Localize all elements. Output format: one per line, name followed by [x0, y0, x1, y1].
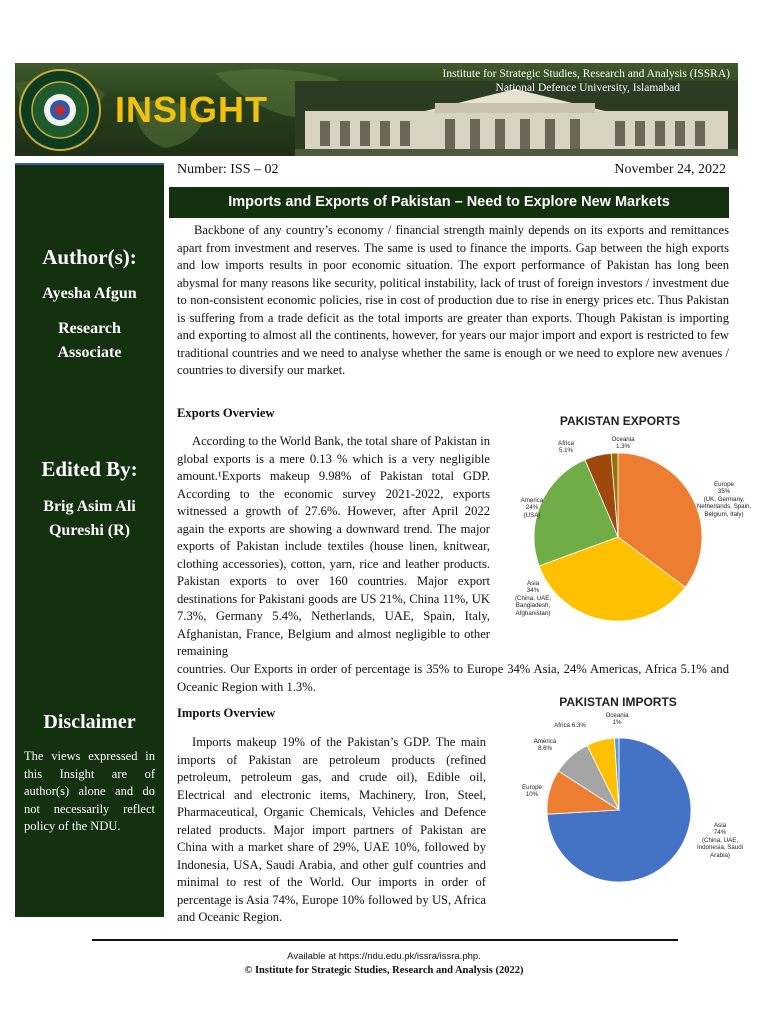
disclaimer-heading: Disclaimer — [43, 711, 136, 733]
ndu-logo-icon — [19, 69, 101, 151]
imports-label-oceania: Oceania 1% — [605, 712, 629, 727]
imports-chart-title: PAKISTAN IMPORTS — [559, 695, 677, 709]
exports-pie-chart — [533, 452, 703, 622]
issue-number: Number: ISS – 02 — [177, 162, 279, 177]
sidebar — [15, 163, 164, 917]
imports-label-europe: Europe 10% — [522, 784, 542, 799]
intro-paragraph: Backbone of any country’s economy / financial strength mainly depends on its exports and remittances apart from investment and reserves. The same is used to finance the imports. Gap between the high exports and low imports results in poor economic situation. The export performance of Pakistan has long been abysmal for many reasons like security, political instability, lack of trust of foreign investors / investment due to non-consistent economic policies, rise in cost of production due to rise in energy prices etc. Thus Pakistan is suffering from a trade deficit as the total imports are greater than exports. Though Pakistan is importing and exporting to almost all the continents, however, for years our major import and export is restricted to few traditional countries and we need to analyse whether the same is enough or we need to explore new avenues / countries to diversify our market. — [177, 223, 729, 377]
author-heading: Author(s): — [42, 245, 137, 269]
exports-paragraph-tail: countries. Our Exports in order of percentage is 35% to Europe 34% Asia, 24% Americas, Africa 5.1% and Oceanic Region with 1.3%. — [177, 662, 729, 694]
exports-heading: Exports Overview — [177, 406, 275, 420]
exports-label-asia: Asia 34% (China, UAE, Bangladesh, Afghanistan) — [514, 580, 552, 617]
imports-label-africa: Africa 6.3% — [554, 722, 586, 729]
exports-label-america: America 24% (USA) — [520, 497, 544, 519]
org-name: Institute for Strategic Studies, Research and Analysis (ISSRA) — [442, 68, 730, 80]
edited-heading: Edited By: — [41, 457, 138, 481]
disclaimer-text: The views expressed in this Insight are of author(s) alone and do not necessarily reflect policy of the NDU. — [24, 749, 155, 833]
footer-availability: Available at https://ndu.edu.pk/issra/issra.php. — [287, 951, 481, 962]
imports-heading: Imports Overview — [177, 706, 276, 720]
insight-title: INSIGHT — [115, 89, 269, 130]
header-banner — [15, 63, 738, 156]
author-name: Ayesha Afgun — [42, 285, 137, 302]
exports-label-europe: Europe 35% (UK, Germany, Netherlands, Spain, Belgium, Italy) — [696, 481, 752, 518]
footer-divider — [92, 939, 678, 941]
imports-paragraph: Imports makeup 19% of the Pakistan’s GDP. The main imports of Pakistan are petroleum products (refined petroleum, petroleum gas, and crude oil), Edible oil, Electrical and electronic items, Machinery, Iron, Steel, Pharmaceutical, Organic Chemicals, Vehicles and Defence related products. Major import partners of Pakistan are China with a market share of 29%, UAE 10%, followed by Indonesia, USA, Saudi Arabia, and other gulf countries and minimal to rest of the World. Our imports in order of percentage is Asia 74%, Europe 10% followed by US, Africa and Oceanic Region. — [177, 735, 486, 924]
exports-chart-title: PAKISTAN EXPORTS — [559, 414, 681, 428]
imports-label-asia: Asia 74% (China, UAE, Indonesia, Saudi Arabia) — [696, 822, 744, 859]
headline: Imports and Exports of Pakistan – Need to Explore New Markets — [169, 187, 729, 218]
org-university: National Defence University, Islamabad — [495, 82, 680, 94]
author-role: Research Associate — [57, 320, 122, 361]
exports-paragraph: According to the World Bank, the total share of Pakistan in global exports is a mere 0.13 % which is a very negligible amount.¹Exports makeup 9.98% of Pakistan total GDP. According to the economic survey 2021-2022, exports witnessed a growth of 27.6%. However, after April 2022 again the exports are showing a downward trend. The major exports of Pakistan include textiles (house linen, knitwear, clothing accessories), cotton, yarn, rice and leather products. Pakistan exports to over 160 countries. Major export destinations for Pakistani goods are US 21%, China 11%, UK 7.3%, Germany 5.4%, Netherlands, UAE, Spain, Italy, Afghanistan, France, Belgium and almost negligible to other remaining — [177, 434, 490, 658]
editor-name: Brig Asim Ali Qureshi (R) — [43, 498, 136, 539]
issue-date: November 24, 2022 — [614, 162, 726, 177]
imports-label-america: America 8.6% — [533, 738, 557, 753]
exports-label-africa: Africa 5.1% — [558, 440, 574, 455]
footer-copyright: © Institute for Strategic Studies, Research and Analysis (2022) — [244, 965, 524, 976]
exports-label-oceania: Oceania 1.3% — [611, 436, 635, 451]
imports-pie-chart — [546, 737, 692, 883]
